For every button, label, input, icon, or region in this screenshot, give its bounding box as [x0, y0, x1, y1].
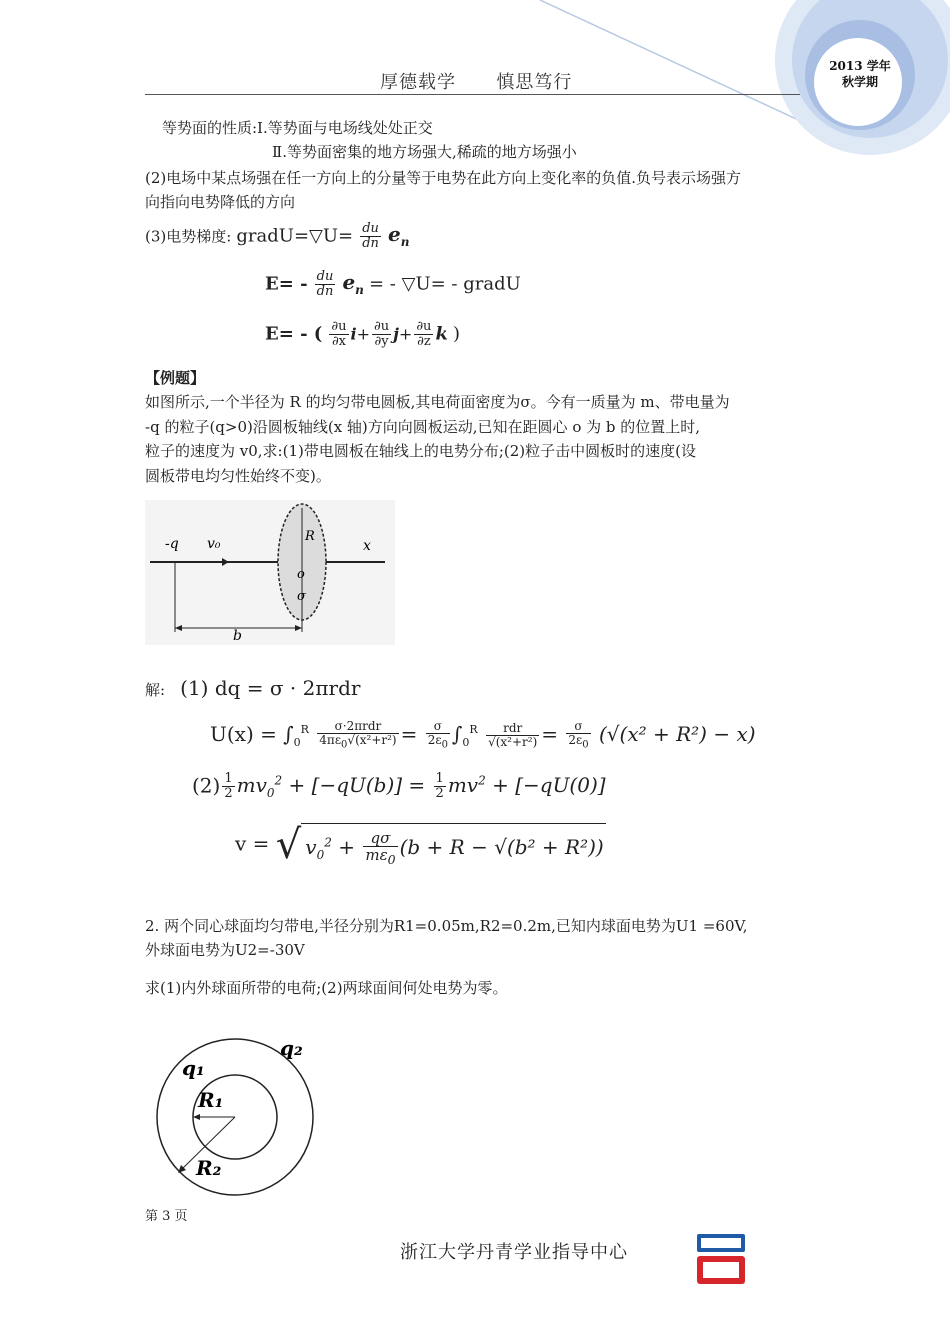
- grad-formula: gradU=▽U=: [236, 225, 354, 247]
- semester-badge: [820, 58, 900, 90]
- solution-part1: [145, 676, 360, 702]
- du-dn-fraction: $\frac{du}{dn}$: [362, 221, 379, 252]
- example-line4: 圆板带电均匀性始终不变)。: [145, 467, 331, 485]
- example-line2: -q 的粒子(q>0)沿圆板轴线(x 轴)方向向圆板运动,已知在距圆心 o 为 b 的位置上时,: [145, 418, 701, 436]
- point3-label: (3)电势梯度:: [145, 227, 232, 246]
- concentric-spheres-figure: [150, 1035, 330, 1210]
- page-number: 第 3 页: [145, 1209, 188, 1224]
- equipotential-property-2: Ⅱ.等势面密集的地方场强大,稀疏的地方场强小: [272, 143, 577, 161]
- e-field-formula-1: [265, 270, 521, 300]
- header-motto: 厚德载学 慎思笃行: [380, 72, 573, 93]
- example-line1: 如图所示,一个半径为 R 的均匀带电圆板,其电荷面密度为σ。今有一质量为 m、带电量为: [145, 393, 730, 411]
- organization-logo: [695, 1232, 747, 1288]
- potential-integral-formula: $U(x) = \int_0^R$ $\frac{\text{σ·2πrdr}}{4\pi\varepsilon_0√(x^2+r^2)}$ = $\frac{\sigma}{2\varepsilon_0}$ $\int_0^R$ $\frac{\text{rdr}}{\text{√(x²+r²)}}$ = $\frac{\sigma}{2\varepsilon_0}$ (√(x² + R²) − x): [210, 719, 756, 751]
- r1-arrowhead: [193, 1114, 200, 1120]
- badge-term: 秋学期: [841, 75, 878, 89]
- example-line3: 粒子的速度为 v0,求:(1)带电圆板在轴线上的电势分布;(2)粒子击中圆板时的速度(设: [145, 442, 697, 460]
- velocity-result-formula: v = √ $v_0^2$ + $\frac{q\sigma}{m\varepsilon_0}$ (b + R − √(b² + R²)): [235, 822, 604, 868]
- point2-line1: (2)电场中某点场强在任一方向上的分量等于电势在此方向上变化率的负值.负号表示场强方: [145, 169, 742, 187]
- footer-organization: 浙江大学丹青学业指导中心: [400, 1242, 628, 1263]
- logo-bottom-inner: [703, 1262, 739, 1278]
- velocity-label: v₀: [207, 536, 221, 552]
- partial-y-fraction: $\frac{\partial u}{\partial y}$: [374, 319, 390, 350]
- partial-x-fraction: $\frac{\partial u}{\partial x}$: [331, 319, 347, 350]
- axis-label: x: [363, 538, 371, 554]
- r2-label: R₂: [196, 1156, 222, 1180]
- header-divider: [145, 94, 800, 95]
- solution-label: 解:: [145, 681, 166, 699]
- distance-label: b: [233, 628, 242, 644]
- r1-label: R₁: [198, 1088, 224, 1112]
- unit-vector-en: $e_n$: [388, 222, 410, 250]
- e-field-formula-2: E= - ( $\frac{\partial u}{\partial x}$ i+ $\frac{\partial u}{\partial y}$ j+ $\frac{\partial u}{\partial z}$ k ): [265, 319, 461, 350]
- e-formula1-prefix: E= -: [265, 273, 308, 295]
- e-formula2-prefix: E= - (: [265, 323, 323, 345]
- partial-z-fraction: $\frac{\partial u}{\partial z}$: [416, 319, 432, 350]
- equipotential-property-1: 等势面的性质:Ⅰ.等势面与电场线处处正交: [162, 119, 433, 137]
- problem2-line2: 外球面电势为U2=-30V: [145, 941, 305, 959]
- q2-label: q₂: [280, 1036, 303, 1060]
- center-label: o: [297, 567, 305, 582]
- charged-disk-figure: [145, 500, 400, 650]
- sigma-label: σ: [297, 589, 306, 604]
- energy-conservation-formula: (2) $\frac{1}{2}$ $mv_0^2 + [-qU(b)]$ = $\frac{1}{2}$ $mv^2 + [-qU(0)]$: [192, 771, 606, 802]
- problem2-line1: 2. 两个同心球面均匀带电,半径分别为R1=0.05m,R2=0.2m,已知内球面电势为U1 =60V,: [145, 917, 748, 935]
- e-formula1-suffix: = - ▽U= - gradU: [369, 273, 521, 295]
- charge-label: -q: [165, 536, 179, 552]
- q1-label: q₁: [182, 1056, 205, 1080]
- e-formula2-suffix: ): [453, 323, 461, 345]
- problem2-question: 求(1)内外球面所带的电荷;(2)两球面间何处电势为零。: [145, 979, 508, 997]
- logo-top-inner: [701, 1238, 741, 1248]
- figure-background: [145, 500, 395, 645]
- du-dn-fraction-2: $\frac{du}{dn}$: [316, 269, 334, 300]
- unit-vector-en-2: $e_n$: [342, 270, 364, 298]
- gradient-definition: [145, 222, 410, 252]
- example-title: 【例题】: [145, 369, 206, 387]
- radius-label: R: [305, 529, 315, 544]
- dq-formula: (1) dq = σ · 2πrdr: [180, 676, 361, 700]
- badge-year: 2013 学年: [829, 59, 891, 73]
- point2-line2: 向指向电势降低的方向: [145, 193, 296, 211]
